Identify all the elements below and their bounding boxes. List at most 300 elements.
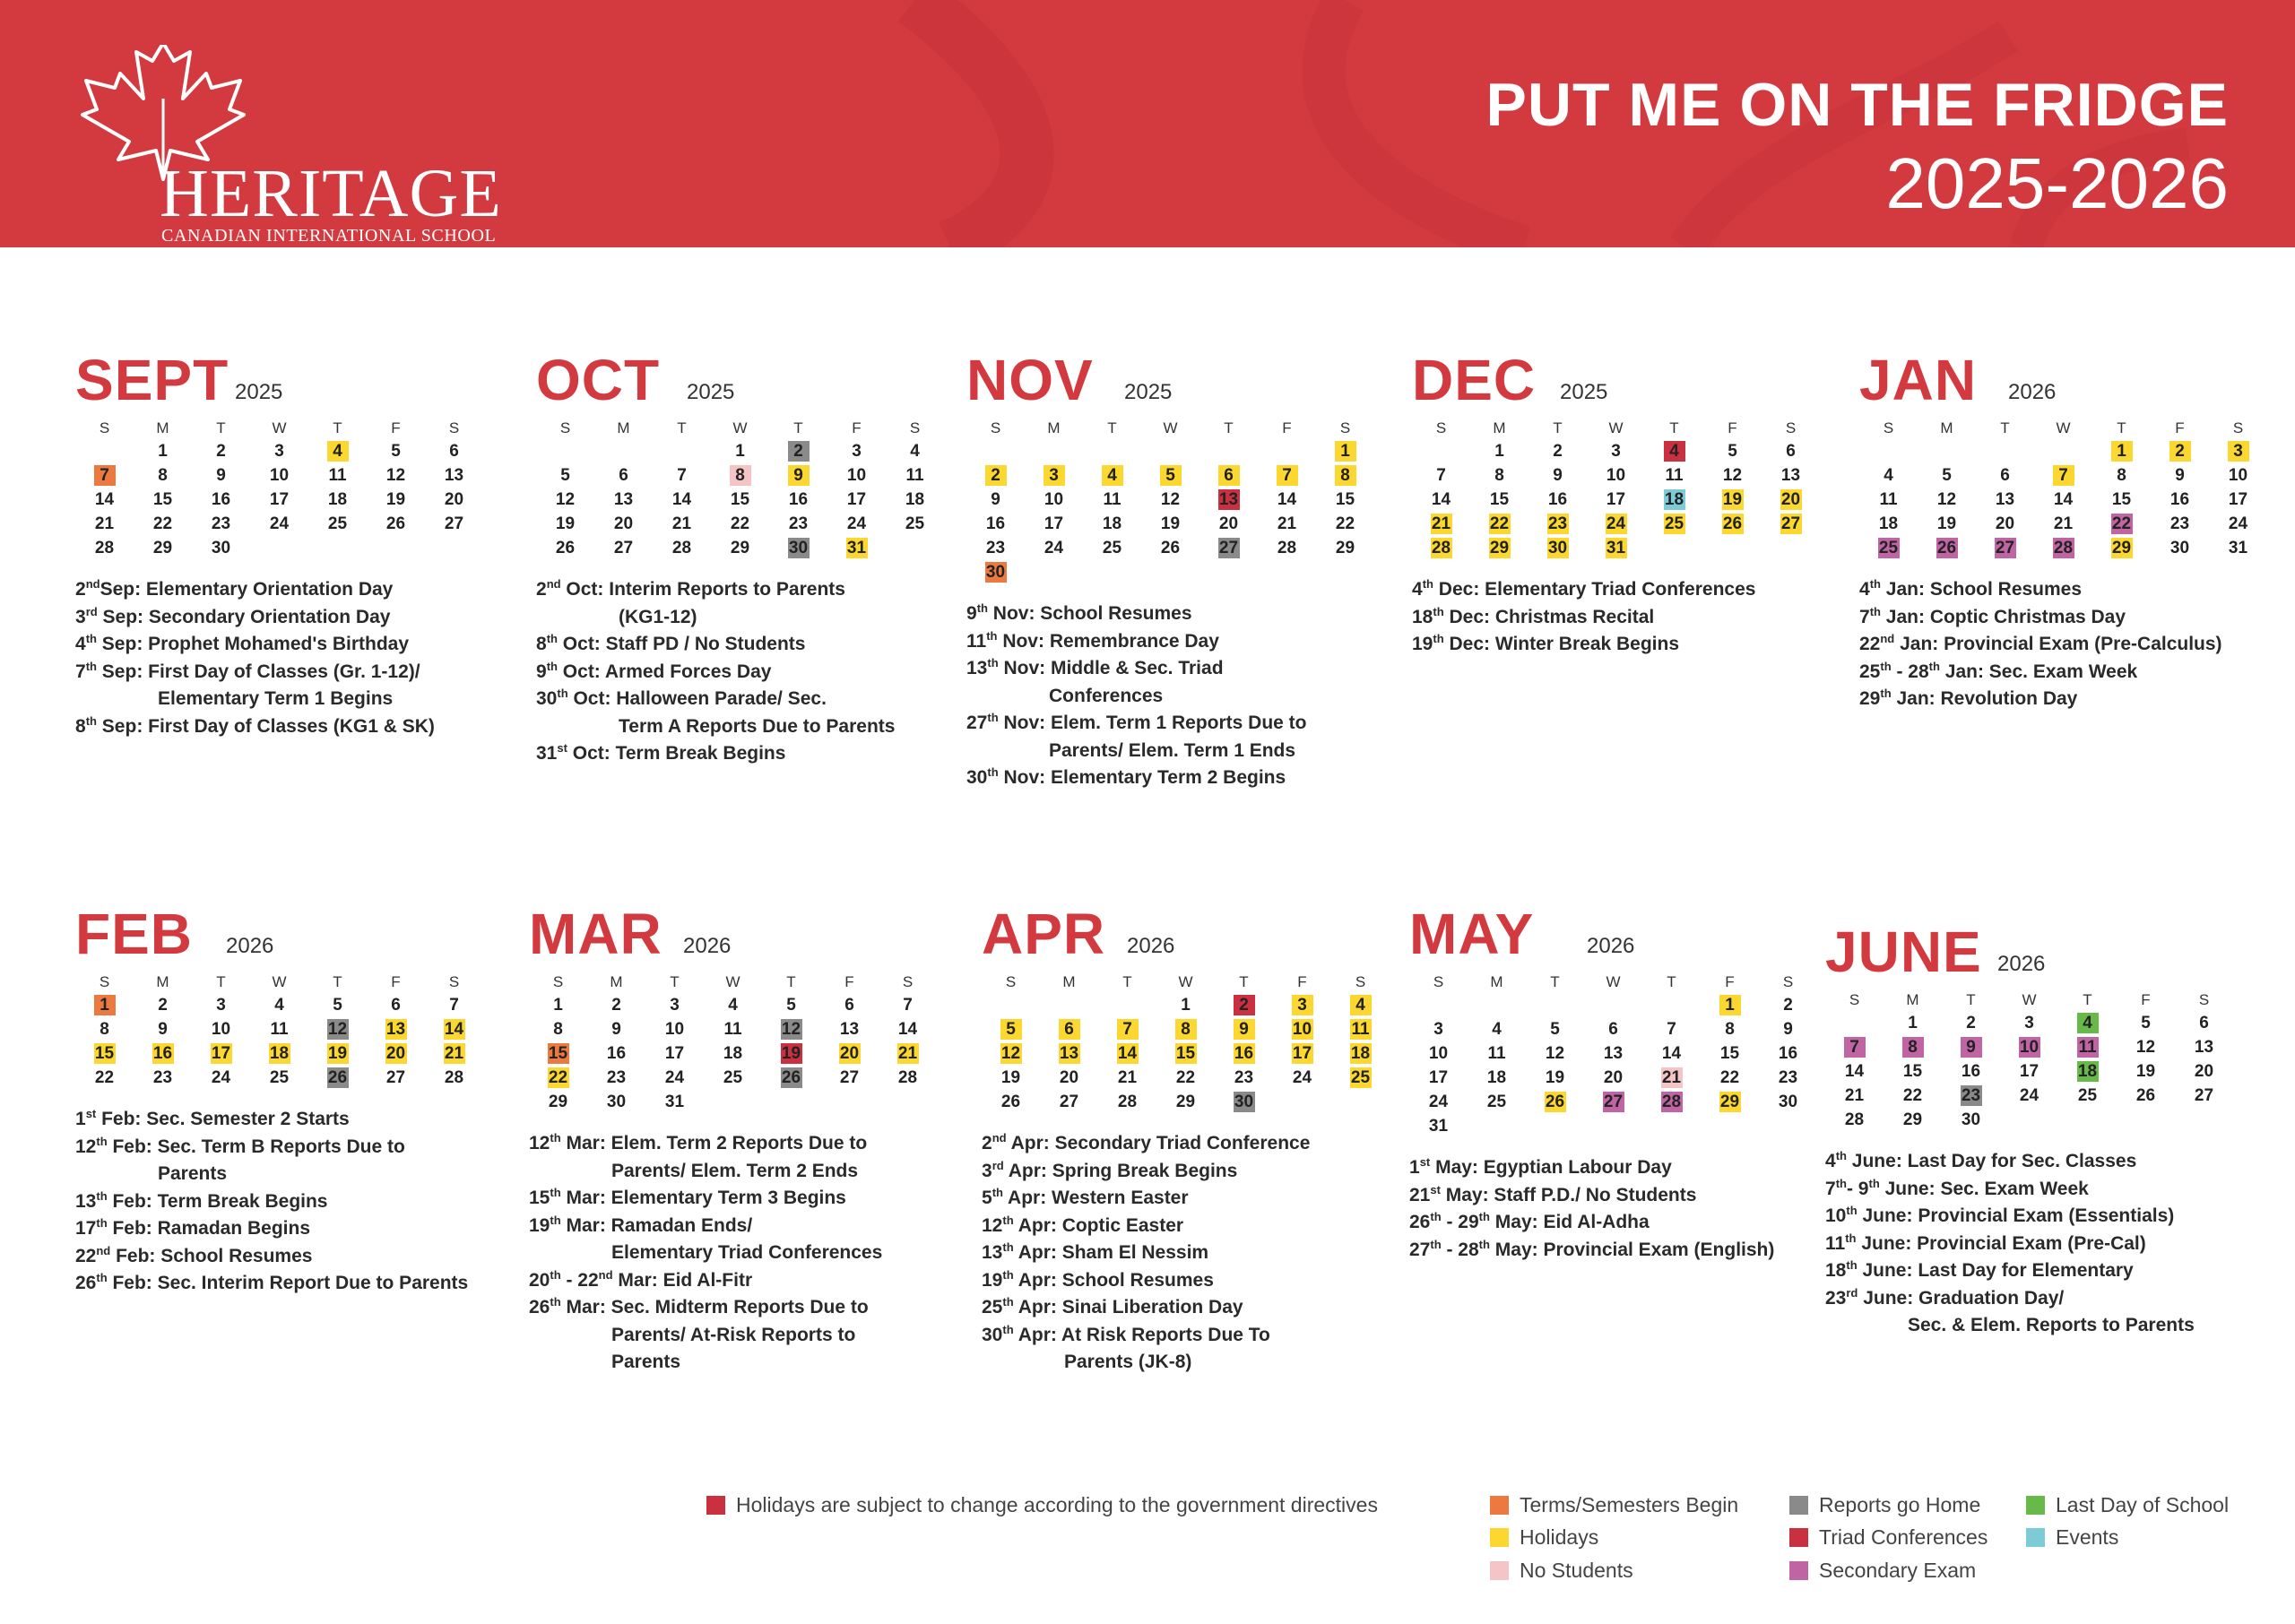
weekday-label: W: [1608, 419, 1624, 436]
event-item: 4th June: Last Day for Sec. Classes: [1825, 1149, 2137, 1171]
day-cell: [653, 463, 711, 488]
day-cell: [1884, 1059, 1942, 1084]
day-number: 24: [269, 514, 290, 533]
month-year: 2025: [1124, 380, 1173, 404]
day-cell: [1918, 536, 1976, 560]
day-number: 23: [1961, 1086, 1981, 1105]
day-number: 19: [781, 1044, 801, 1063]
day-cell: [250, 512, 308, 536]
day-cell: [827, 439, 886, 463]
day-number: 2: [611, 996, 621, 1015]
day-cell: [367, 512, 425, 536]
day-cell: [762, 1066, 820, 1090]
day-number: 25: [1664, 514, 1684, 533]
day-number: 26: [555, 539, 576, 557]
day-cell: [1025, 488, 1083, 512]
day-number: 15: [1175, 1044, 1196, 1063]
day-cell: [1025, 463, 1083, 488]
day-number: 16: [1547, 490, 1568, 509]
empty-cell: [1409, 993, 1468, 1017]
day-cell: [982, 1090, 1040, 1114]
calendar-grid: [536, 418, 957, 560]
day-number: 10: [846, 466, 867, 485]
day-cell: [1331, 1041, 1390, 1066]
day-cell: [1273, 1017, 1331, 1041]
day-number: 24: [1292, 1068, 1312, 1087]
day-cell: [2058, 1059, 2117, 1084]
day-cell: [1701, 1041, 1759, 1066]
day-number: 10: [1606, 466, 1626, 485]
event-text: Parents: [611, 1352, 681, 1372]
weekday-label: M: [1490, 973, 1503, 990]
weekday-label: F: [2175, 419, 2185, 436]
day-cell: [250, 463, 308, 488]
event-item-continuation: [982, 1349, 1403, 1377]
day-number: 21: [94, 514, 115, 533]
event-item: 19th Apr: School Resumes: [982, 1267, 1214, 1291]
event-item-continuation: [75, 1161, 497, 1188]
weekday-label: S: [909, 419, 921, 436]
day-cell: [1040, 1066, 1098, 1090]
month-year: 2026: [1127, 934, 1175, 958]
legend-swatch: [1789, 1561, 1808, 1580]
day-number: 21: [2053, 514, 2074, 533]
day-number: 10: [269, 466, 290, 485]
event-text: Parents/ Elem. Term 1 Ends: [1049, 739, 1296, 761]
day-number: 17: [1606, 490, 1626, 509]
day-number: 28: [2053, 539, 2074, 557]
day-number: 17: [846, 490, 867, 509]
day-number: 21: [444, 1044, 464, 1063]
day-cell: [308, 439, 367, 463]
weekday-label: M: [610, 973, 623, 990]
day-number: 14: [1844, 1062, 1865, 1081]
day-cell: [1098, 1066, 1156, 1090]
day-cell: [425, 463, 483, 488]
weekday-label: T: [677, 419, 687, 436]
day-number: 30: [2169, 539, 2190, 557]
school-name: HERITAGE: [160, 156, 502, 231]
day-cell: [1762, 439, 1820, 463]
day-cell: [1976, 536, 2034, 560]
day-number: 26: [781, 1068, 801, 1087]
day-number: 27: [1059, 1093, 1079, 1111]
day-number: 22: [2111, 514, 2132, 533]
event-item: 4th Sep: Prophet Mohamed's Birthday: [75, 632, 410, 654]
day-cell: [704, 1041, 762, 1066]
event-text: Elementary Triad Conferences: [611, 1242, 883, 1263]
day-cell: [308, 488, 367, 512]
day-cell: [1859, 463, 1918, 488]
day-cell: [1526, 1041, 1584, 1066]
day-cell: [367, 993, 425, 1017]
day-cell: [1156, 1066, 1215, 1090]
day-cell: [2175, 1035, 2233, 1059]
day-cell: [536, 463, 594, 488]
day-number: 9: [1783, 1020, 1793, 1039]
weekday-label: T: [786, 973, 796, 990]
day-number: 6: [2199, 1014, 2209, 1032]
day-number: 20: [2194, 1062, 2214, 1081]
day-cell: [587, 1017, 645, 1041]
day-cell: [1526, 1066, 1584, 1090]
weekday-label: M: [1047, 419, 1061, 436]
day-number: 5: [1728, 442, 1737, 461]
weekday-label: F: [2141, 991, 2151, 1008]
event-item: 15th Mar: Elementary Term 3 Begins: [529, 1186, 846, 1208]
day-number: 11: [1351, 1020, 1370, 1039]
day-cell: [250, 439, 308, 463]
day-cell: [1759, 1090, 1817, 1114]
day-cell: [134, 1017, 192, 1041]
event-item: 21st May: Staff P.D./ No Students: [1409, 1182, 1697, 1205]
day-number: 17: [1292, 1044, 1312, 1063]
day-number: 23: [788, 514, 809, 533]
day-number: 15: [94, 1044, 115, 1063]
day-cell: [367, 1017, 425, 1041]
day-cell: [820, 1017, 879, 1041]
day-cell: [425, 1041, 483, 1066]
day-cell: [1642, 1041, 1701, 1066]
month-name: FEB: [75, 902, 193, 966]
day-number: 19: [1722, 490, 1743, 509]
day-number: 25: [1486, 1093, 1507, 1111]
day-cell: [1526, 1090, 1584, 1114]
calendar-grid: [1409, 972, 1831, 1138]
day-cell: [308, 1041, 367, 1066]
empty-cell: [1083, 439, 1141, 463]
day-cell: [1526, 1017, 1584, 1041]
weekday-label: M: [1940, 419, 1953, 436]
day-cell: [1156, 1041, 1215, 1066]
day-cell: [1258, 463, 1316, 488]
day-cell: [711, 439, 769, 463]
day-number: 13: [1995, 490, 2015, 509]
day-number: 6: [844, 996, 854, 1015]
legend-item: [1490, 1557, 1633, 1584]
empty-cell: [1025, 439, 1083, 463]
day-number: 14: [2053, 490, 2074, 509]
day-cell: [886, 463, 944, 488]
day-number: 15: [152, 490, 173, 509]
event-item: 26th - 29th May: Eid Al-Adha: [1409, 1210, 1650, 1232]
weekday-label: S: [1785, 419, 1797, 436]
weekday-label: S: [902, 973, 914, 990]
day-number: 12: [1160, 490, 1181, 509]
day-cell: [886, 488, 944, 512]
day-cell: [1859, 536, 1918, 560]
day-number: 12: [385, 466, 406, 485]
day-number: 29: [1719, 1093, 1740, 1111]
day-cell: [2209, 536, 2267, 560]
day-cell: [1412, 536, 1470, 560]
day-cell: [1412, 512, 1470, 536]
month-dec: [1412, 341, 1833, 659]
day-cell: [1884, 1035, 1942, 1059]
day-number: 21: [1117, 1068, 1138, 1087]
legend-item: [1789, 1491, 1980, 1518]
school-subtitle: CANADIAN INTERNATIONAL SCHOOL: [161, 226, 497, 246]
day-number: 7: [903, 996, 913, 1015]
day-cell: [1316, 488, 1374, 512]
day-number: 22: [1902, 1086, 1923, 1105]
day-cell: [1331, 1017, 1390, 1041]
event-item: 3rd Apr: Spring Break Begins: [982, 1158, 1238, 1181]
day-number: 2: [216, 442, 226, 461]
day-number: 24: [846, 514, 867, 533]
weekday-label: T: [333, 419, 342, 436]
day-cell: [827, 488, 886, 512]
day-cell: [2058, 1084, 2117, 1108]
month-header: [966, 341, 1388, 412]
day-number: 24: [2228, 514, 2248, 533]
day-number: 2: [1553, 442, 1563, 461]
day-number: 26: [1000, 1093, 1021, 1111]
calendar-grid: [529, 972, 950, 1114]
empty-cell: [1258, 439, 1316, 463]
day-number: 4: [1492, 1020, 1502, 1039]
day-number: 1: [1181, 996, 1191, 1015]
day-number: 23: [1547, 514, 1568, 533]
day-cell: [1083, 488, 1141, 512]
empty-cell: [1825, 1011, 1884, 1035]
day-cell: [704, 1066, 762, 1090]
day-cell: [886, 512, 944, 536]
day-number: 18: [1664, 490, 1684, 509]
event-item: 30th Nov: Elementary Term 2 Begins: [966, 765, 1286, 788]
calendar-grid: [1859, 418, 2281, 560]
day-number: 5: [786, 996, 796, 1015]
day-number: 13: [2194, 1038, 2214, 1057]
day-number: 9: [611, 1020, 621, 1039]
weekday-label: T: [670, 973, 680, 990]
day-number: 13: [1780, 466, 1801, 485]
event-item: 4th Dec: Elementary Triad Conferences: [1412, 577, 1756, 600]
day-cell: [134, 536, 192, 560]
day-cell: [1703, 463, 1762, 488]
event-item: 19th Dec: Winter Break Begins: [1412, 632, 1680, 654]
day-cell: [1703, 439, 1762, 463]
day-cell: [2209, 439, 2267, 463]
day-cell: [425, 1017, 483, 1041]
month-nov: [966, 341, 1388, 792]
month-apr: [982, 894, 1403, 1377]
day-cell: [1156, 993, 1215, 1017]
day-number: 12: [1936, 490, 1957, 509]
weekday-label: W: [725, 973, 740, 990]
weekday-label: F: [844, 973, 854, 990]
day-number: 11: [270, 1020, 289, 1039]
day-cell: [529, 1017, 587, 1041]
day-number: 15: [1335, 490, 1355, 509]
day-number: 28: [444, 1068, 464, 1087]
day-cell: [1215, 993, 1273, 1017]
day-number: 4: [1102, 465, 1123, 486]
day-cell: [367, 439, 425, 463]
legend-item: [1789, 1557, 1976, 1584]
day-number: 12: [327, 1020, 348, 1039]
day-cell: [536, 488, 594, 512]
day-cell: [1918, 463, 1976, 488]
day-cell: [1156, 1017, 1215, 1041]
day-cell: [1040, 1041, 1098, 1066]
day-number: 20: [385, 1044, 406, 1063]
day-cell: [1587, 463, 1645, 488]
day-cell: [192, 439, 250, 463]
event-list: [1859, 576, 2281, 713]
day-number: 29: [1489, 539, 1510, 557]
day-number: 15: [1902, 1062, 1923, 1081]
event-text: Parents (JK-8): [1064, 1352, 1192, 1372]
day-cell: [192, 993, 250, 1017]
day-cell: [587, 1090, 645, 1114]
day-cell: [2175, 1011, 2233, 1035]
day-cell: [886, 439, 944, 463]
empty-cell: [966, 439, 1025, 463]
day-cell: [1156, 1090, 1215, 1114]
empty-cell: [1526, 993, 1584, 1017]
day-number: 2: [158, 996, 168, 1015]
day-number: 16: [606, 1044, 627, 1063]
day-cell: [1199, 536, 1258, 560]
event-list: [1412, 576, 1833, 659]
day-cell: [250, 488, 308, 512]
header-banner: [0, 0, 2295, 247]
day-cell: [1470, 536, 1529, 560]
empty-cell: [1098, 993, 1156, 1017]
day-number: 10: [664, 1020, 685, 1039]
day-number: 19: [385, 490, 406, 509]
event-item: 23rd June: Graduation Day/: [1825, 1285, 2065, 1309]
day-cell: [308, 512, 367, 536]
day-cell: [75, 1041, 134, 1066]
day-number: 8: [158, 466, 168, 485]
day-number: 7: [94, 465, 116, 486]
day-cell: [594, 463, 653, 488]
day-number: 22: [730, 514, 750, 533]
day-cell: [645, 1090, 704, 1114]
day-number: 17: [2228, 490, 2248, 509]
event-item: 13th Apr: Sham El Nessim: [982, 1240, 1209, 1263]
day-number: 18: [2077, 1062, 2098, 1081]
weekday-label: M: [156, 973, 169, 990]
day-cell: [653, 536, 711, 560]
day-number: 17: [1044, 514, 1064, 533]
day-cell: [192, 1066, 250, 1090]
day-number: 2: [1783, 996, 1793, 1015]
day-number: 28: [1117, 1093, 1138, 1111]
day-number: 18: [327, 490, 348, 509]
day-cell: [1409, 1114, 1468, 1138]
day-cell: [2117, 1084, 2175, 1108]
day-cell: [1645, 439, 1703, 463]
month-sept: [75, 341, 497, 740]
event-item-continuation: [966, 738, 1388, 765]
day-number: 5: [333, 996, 342, 1015]
day-cell: [1141, 488, 1199, 512]
day-cell: [1215, 1066, 1273, 1090]
month-header: [1825, 912, 2247, 984]
day-cell: [769, 536, 827, 560]
day-cell: [2209, 512, 2267, 536]
day-cell: [75, 512, 134, 536]
day-cell: [653, 488, 711, 512]
day-cell: [2151, 439, 2209, 463]
weekday-label: W: [2056, 419, 2071, 436]
calendar-grid: [75, 418, 497, 560]
event-item-continuation: [536, 713, 957, 741]
day-number: 7: [1844, 1037, 1866, 1058]
day-cell: [1584, 1017, 1642, 1041]
day-number: 21: [671, 514, 692, 533]
day-number: 9: [216, 466, 226, 485]
day-number: 25: [269, 1068, 290, 1087]
day-number: 14: [1117, 1044, 1138, 1063]
day-cell: [711, 512, 769, 536]
day-cell: [879, 1041, 937, 1066]
calendar-grid: [982, 972, 1403, 1114]
day-number: 14: [1431, 490, 1451, 509]
event-item: 12th Feb: Sec. Term B Reports Due to: [75, 1134, 405, 1157]
day-cell: [529, 1066, 587, 1090]
empty-cell: [1040, 993, 1098, 1017]
event-item: 2nd Oct: Interim Reports to Parents: [536, 577, 845, 600]
empty-cell: [1199, 439, 1258, 463]
day-number: 5: [560, 466, 570, 485]
day-cell: [1098, 1041, 1156, 1066]
day-number: 23: [1778, 1068, 1798, 1087]
day-number: 14: [94, 490, 115, 509]
day-number: 12: [1545, 1044, 1565, 1063]
event-text: Parents/ At-Risk Reports to: [611, 1324, 856, 1345]
day-number: 11: [328, 466, 347, 485]
day-number: 28: [94, 539, 115, 557]
legend-label: Holidays: [1520, 1525, 1599, 1549]
day-number: 23: [152, 1068, 173, 1087]
day-cell: [966, 560, 1025, 584]
day-number: 28: [671, 539, 692, 557]
event-list: [529, 1130, 950, 1377]
day-cell: [1642, 1017, 1701, 1041]
day-cell: [1273, 1041, 1331, 1066]
event-item: 9th Oct: Armed Forces Day: [536, 659, 772, 682]
event-item: 19th Mar: Ramadan Ends/: [529, 1213, 753, 1236]
event-text: Term A Reports Due to Parents: [619, 715, 896, 737]
day-cell: [1825, 1059, 1884, 1084]
day-number: 2: [2169, 441, 2191, 462]
day-number: 20: [444, 490, 464, 509]
empty-cell: [2034, 439, 2092, 463]
day-number: 11: [1665, 466, 1684, 485]
empty-cell: [1642, 993, 1701, 1017]
day-number: 14: [444, 1020, 464, 1039]
empty-cell: [982, 993, 1040, 1017]
weekday-label: T: [216, 419, 226, 436]
day-cell: [1468, 1066, 1526, 1090]
day-cell: [1645, 512, 1703, 536]
day-number: 6: [1608, 1020, 1618, 1039]
day-number: 30: [788, 539, 809, 557]
legend-swatch: [1490, 1496, 1509, 1515]
day-number: 13: [444, 466, 464, 485]
day-number: 29: [730, 539, 750, 557]
weekday-label: T: [1224, 419, 1234, 436]
day-cell: [1409, 1017, 1468, 1041]
day-cell: [1215, 1017, 1273, 1041]
day-cell: [653, 512, 711, 536]
day-cell: [2175, 1084, 2233, 1108]
event-item: 20th - 22nd Mar: Eid Al-Fitr: [529, 1267, 753, 1291]
